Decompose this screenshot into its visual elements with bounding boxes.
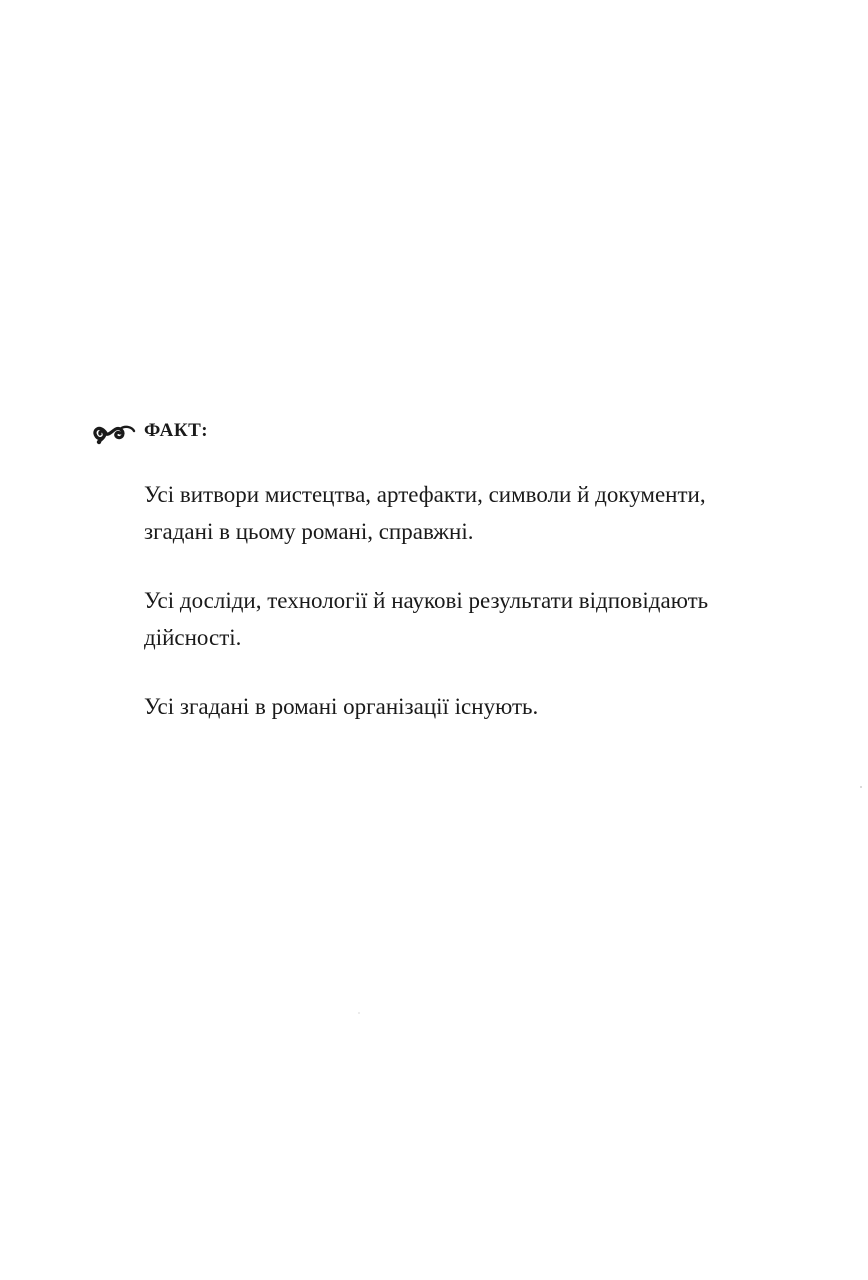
fact-heading (92, 416, 208, 446)
fact-paragraph-organizations: Усі згадані в романі організації існують. (144, 694, 539, 719)
paper-speck (860, 786, 862, 788)
fleuron-ornament-icon (92, 416, 136, 446)
fact-body (144, 476, 784, 757)
fact-label: ФАКТ: (144, 420, 209, 441)
paper-speck (358, 1012, 360, 1014)
fact-paragraph-science: Усі досліди, технології й наукові результати відповідають дійсності. (144, 588, 709, 650)
fact-paragraph-artworks: Усі витвори мистецтва, артефакти, символи й документи, згадані в цьому романі, справжні. (144, 482, 706, 544)
